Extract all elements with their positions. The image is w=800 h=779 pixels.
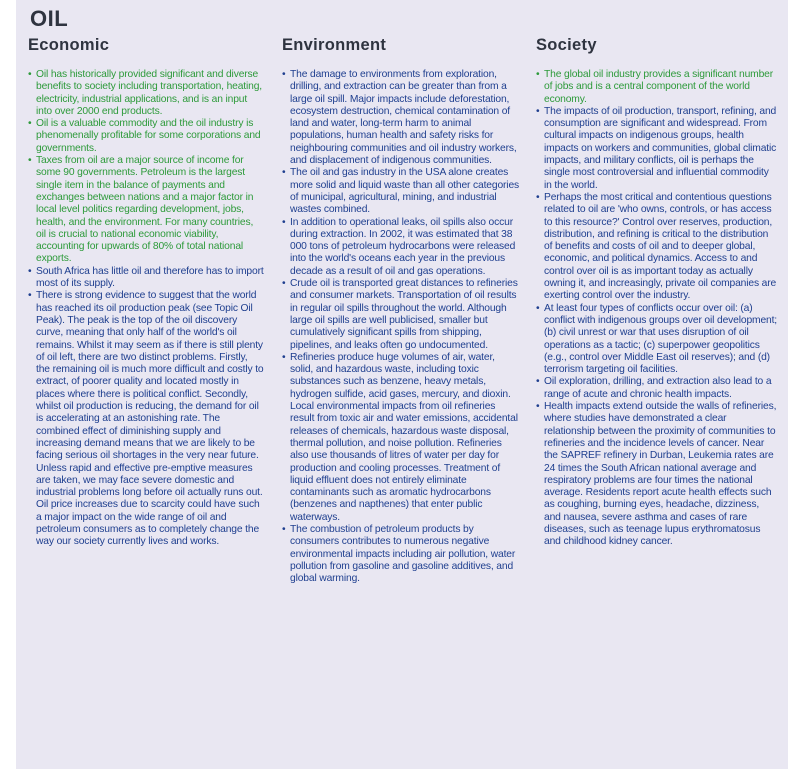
list-item: • Oil is a valuable commodity and the oil industry is phenomenally profitable for some corporations and governments. [28,118,264,155]
list-item: • At least four types of conflicts occur over oil: (a) conflict with indigenous groups over oil development; (b) civil unrest or war that uses disruption of oil operations as a tactic; (c) superpower geopolitics (e.g., control over Middle East oil reserves); and (d) terrorism targeting oil facilities. [536,303,778,377]
environment-list [282,69,520,585]
list-item: • The damage to environments from exploration, drilling, and extraction can be greater than from a large oil spill. Major impacts include deforestation, ecosystem destruction, chemical contamination of land and water, long-term harm to animal populations, human health and safety risks for neighbouring communities and oil industry workers, and displacement of indigenous communities. [282,69,520,167]
list-item: • Crude oil is transported great distances to refineries and consumer markets. Transportation of oil results in regular oil spills throughout the world. Although large oil spills are well publicised, smaller but cumulatively significant spills from shipping, pipelines, and leaks often go undocumented. [282,278,520,352]
economic-list [28,69,264,549]
list-item: • Refineries produce huge volumes of air, water, solid, and hazardous waste, including toxic substances such as benzene, heavy metals, hydrogen sulfide, acid gases, mercury, and dioxin. Local environmental impacts from oil refineries result from toxic air and water emissions, accidental releases of chemicals, hazardous waste disposal, thermal pollution, and noise pollution. Refineries also use thousands of litres of water per day for production and cooling processes. Treatment of liquid effluent does not entirely eliminate contaminants such as aromatic hydrocarbons (benzenes and napthenes) that enter public waterways. [282,352,520,524]
list-item: • The combustion of petroleum products by consumers contributes to numerous negative environmental impacts including air pollution, water pollution from gasoline and gasoline additives, and global warming. [282,524,520,585]
oil-info-panel [16,0,788,769]
list-item: • There is strong evidence to suggest that the world has reached its oil production peak (see Topic Oil Peak). The peak is the top of the oil discovery curve, meaning that only half of the world's oil remains. Whilst it may seem as if there is still plenty of oil left, there are two distinct problems. Firstly, the remaining oil is much more difficult and costly to extract, of poorer quality and located mostly in places where there is political conflict. Secondly, whilst oil production is reducing, the demand for oil is accelerating at an astonishing rate. The combined effect of diminishing supply and increasing demand means that we are likely to be facing serious oil shortages in the very near future. Unless rapid and effective pre-emptive measures are taken, we may face severe domestic and industrial problems long before oil actually runs out. Oil price increases due to scarcity could have such a major impact on the wide range of oil and petroleum consumers as to completely change the way our society currently lives and works. [28,290,264,548]
list-item: • The oil and gas industry in the USA alone creates more solid and liquid waste than all other categories of municipal, agricultural, mining, and industrial wastes combined. [282,167,520,216]
list-item: • Oil exploration, drilling, and extraction also lead to a range of acute and chronic health impacts. [536,376,778,401]
list-item: • The global oil industry provides a significant number of jobs and is a central component of the world economy. [536,69,778,106]
environment-column [282,36,520,585]
list-item: • The impacts of oil production, transport, refining, and consumption are significant and widespread. From cultural impacts on indigenous groups, health impacts on workers and communities, global climatic impacts, and military conflicts, oil is perhaps the single most controversial and influential commodity in the world. [536,106,778,192]
list-item: • Perhaps the most critical and contentious questions related to oil are 'who owns, controls, or has access to this resource?' Control over reserves, production, distribution, and refining is critical to the distribution of benefits and costs of oil and to deeper global, economic, and political dynamics. Access to and control over oil is as important today as actually owning it, and increasingly, private oil companies are exerting control over the industry. [536,192,778,303]
society-list [536,69,778,549]
list-item: • Oil has historically provided significant and diverse benefits to society including transportation, heating, electricity, industrial applications, and is an input into over 2000 end products. [28,69,264,118]
society-column [536,36,778,549]
list-item: • Health impacts extend outside the walls of refineries, where studies have demonstrated a clear relationship between the proximity of communities to refineries and the incidence levels of cancer. Near the SAPREF refinery in Durban, Leukemia rates are 24 times the South African national average and respiratory problems are four times the national average. Residents report acute health effects such as coughing, burning eyes, headache, dizziness, and nausea, severe asthma and cases of rare diseases, such as teenage lupus erythromatosus and childhood kidney cancer. [536,401,778,549]
economic-column [28,36,264,549]
list-item: • In addition to operational leaks, oil spills also occur during extraction. In 2002, it was estimated that 38 000 tons of petroleum hydrocarbons were released into the world's oceans each year in the previous decade as a result of oil and gas operations. [282,217,520,278]
page-title: OIL [30,6,69,31]
list-item: • South Africa has little oil and therefore has to import most of its supply. [28,266,264,291]
environment-heading: Environment [282,36,387,54]
economic-heading: Economic [28,36,110,54]
list-item: • Taxes from oil are a major source of income for some 90 governments. Petroleum is the largest single item in the balance of payments and exchanges between nations and a major factor in local level politics regarding development, jobs, health, and the environment. For many countries, oil is crucial to national economic viability, accounting for upwards of 80% of total national exports. [28,155,264,266]
society-heading: Society [536,36,597,54]
